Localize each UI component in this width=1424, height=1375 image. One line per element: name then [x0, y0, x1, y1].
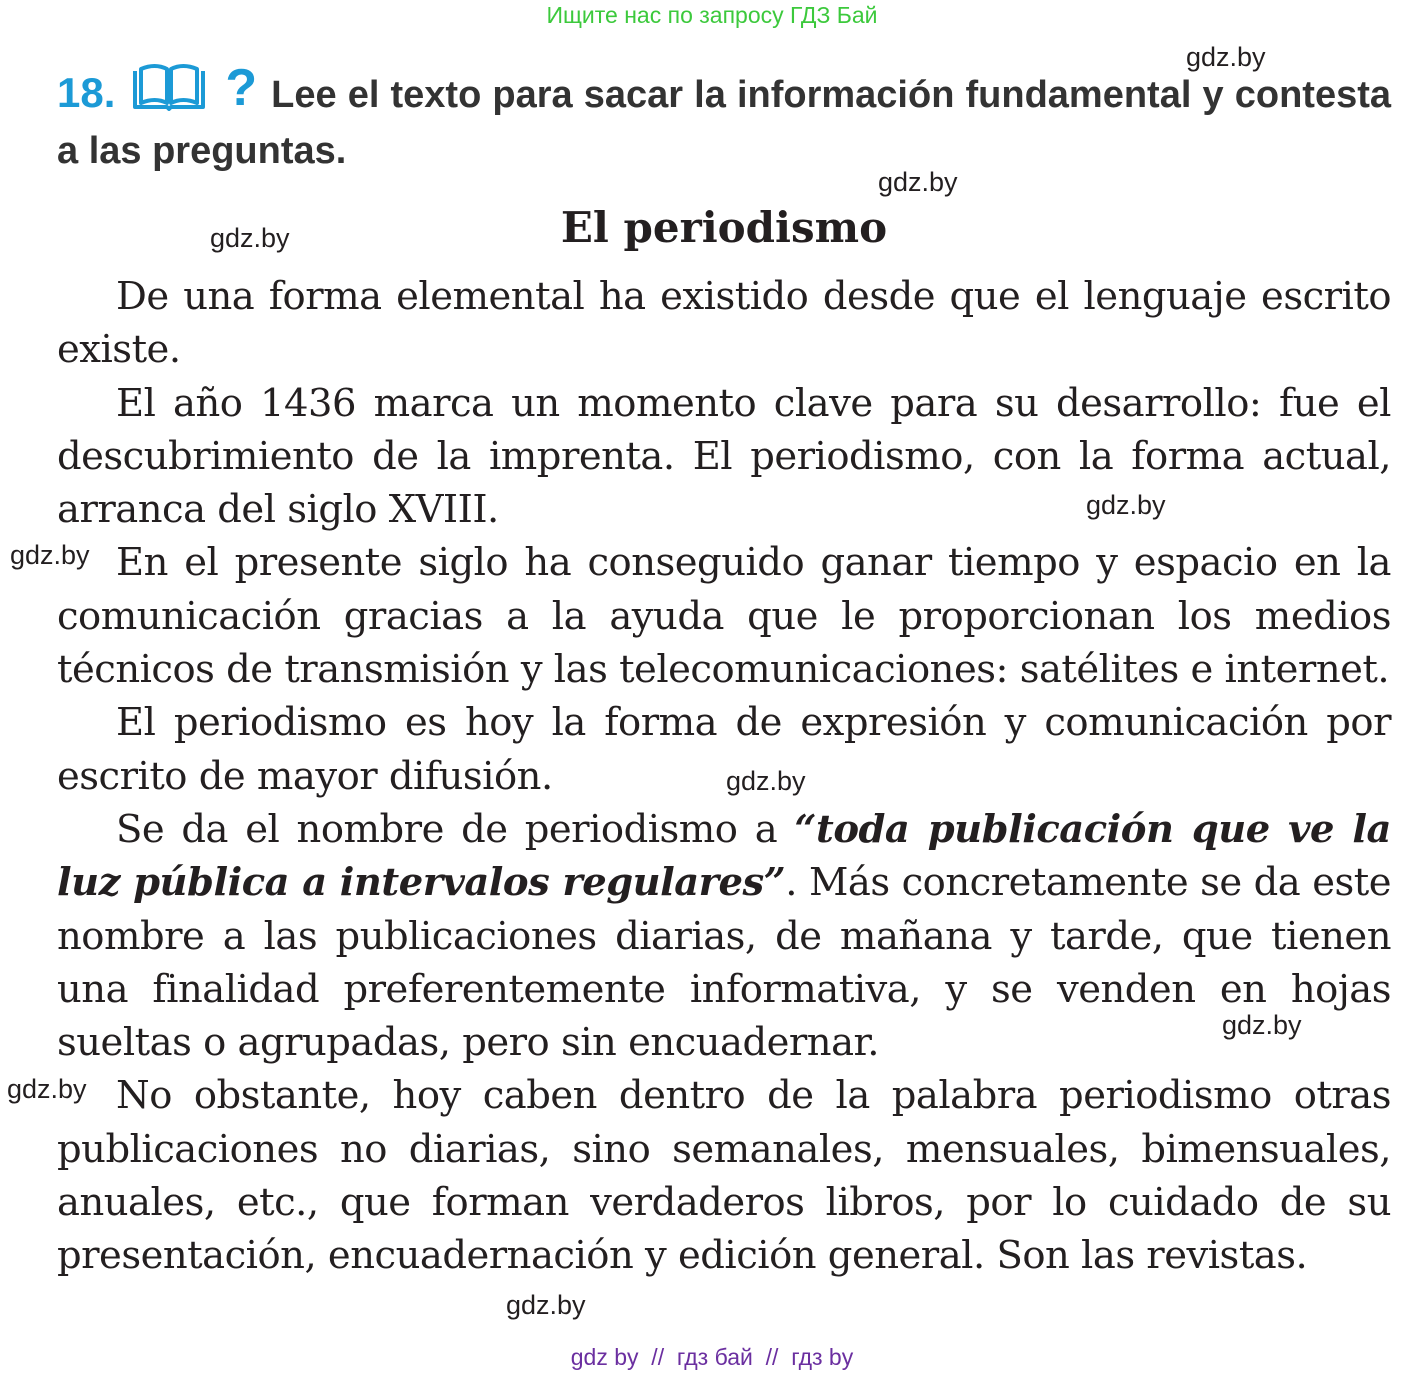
text-body — [57, 270, 1391, 1283]
watermark: gdz.by — [506, 1290, 586, 1320]
watermark: gdz.by — [878, 167, 958, 197]
watermark: gdz.by — [1222, 1010, 1302, 1040]
watermark: gdz.by — [1186, 42, 1266, 72]
watermark: gdz.by — [726, 766, 806, 796]
top-banner: Ищите нас по запросу ГДЗ Бай — [546, 2, 878, 28]
paragraph-5-end: . Más concretamente se da este nombre a las publicaciones diarias, de mañana y tarde, que tienen una finalidad preferentemente informativa, y se venden en hojas sueltas o agrupadas, pero sin encuadernar. — [57, 860, 1391, 1066]
paragraph-4: El periodismo es hoy la forma de expresión y comunicación por escrito de mayor difusión. — [57, 700, 1391, 799]
task-number: 18. — [57, 69, 116, 116]
question-icon: ? — [225, 59, 258, 117]
definition-quote: “toda publicación que ve la luz pública a intervalos regulares” — [57, 806, 1391, 906]
paragraph-5-start: Se da el nombre de periodismo a — [116, 806, 795, 852]
paragraph-1: De una forma elemental ha existido desde que el lenguaje escrito existe. — [57, 274, 1391, 373]
watermark: gdz.by — [10, 540, 90, 570]
paragraph-6: No obstante, hoy caben dentro de la palabra periodismo otras publicaciones no diarias, sino semanales, mensuales, bimensuales, anuales, etc., que forman verdaderos libros, por lo cuidado de su presentación, encuadernación y edición general. Son las revistas. — [57, 1073, 1391, 1279]
paragraph-5 — [57, 803, 1391, 1069]
paragraph-3: En el presente siglo ha conseguido ganar tiempo y espacio en la comunicación gracias a la ayuda que le proporcionan los medios técnicos de transmisión y las telecomunicaciones: satélites e internet. — [57, 540, 1391, 693]
open-book-icon — [131, 63, 207, 125]
task-instruction: Lee el texto para sacar la información fundamental y contesta a las preguntas. — [57, 74, 1391, 172]
footer-links: gdz by // гдз бай // гдз by — [570, 1344, 854, 1370]
watermark: gdz.by — [7, 1074, 87, 1104]
task-header — [57, 59, 1391, 177]
watermark: gdz.by — [210, 223, 290, 253]
paragraph-2: El año 1436 marca un momento clave para su desarrollo: fue el descubrimiento de la imprenta. El periodismo, con la forma actual, arranca del siglo XVIII. — [57, 380, 1391, 533]
watermark: gdz.by — [1086, 490, 1166, 520]
text-title: El periodismo — [560, 203, 888, 252]
